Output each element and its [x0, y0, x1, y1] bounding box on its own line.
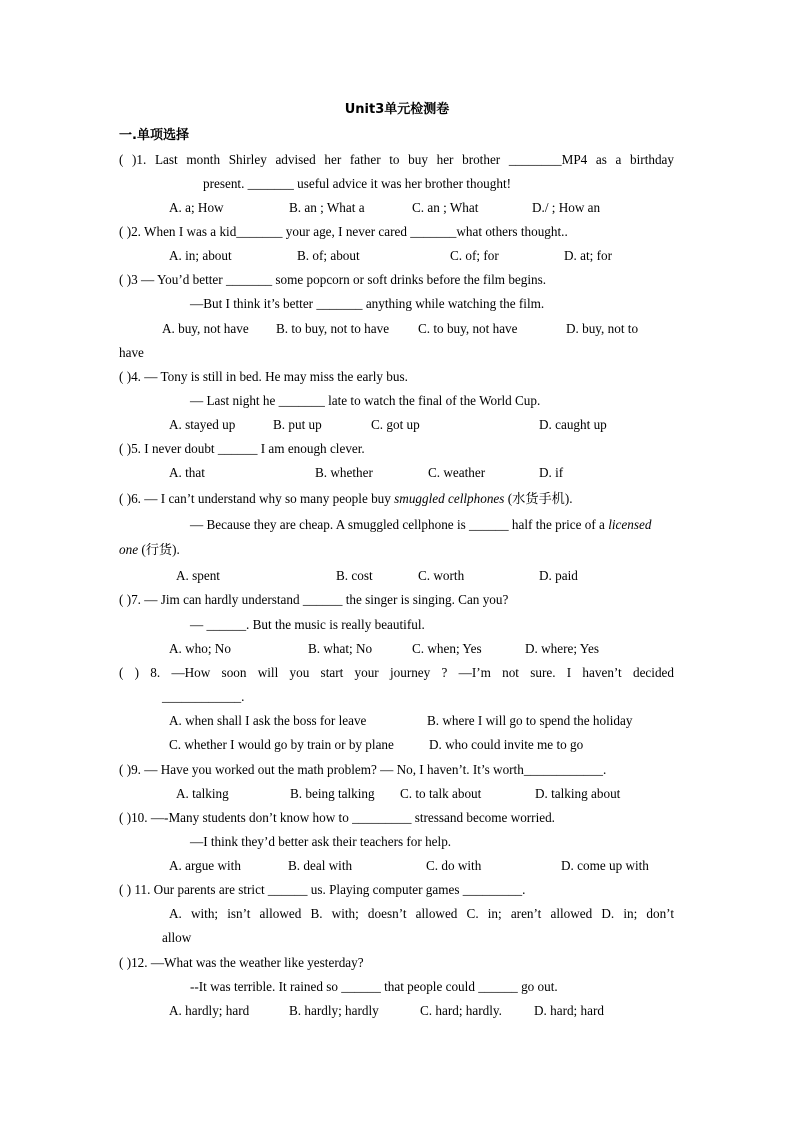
question-6-stem-cont	[190, 517, 651, 533]
question-7-option-b: B. what; No	[308, 641, 373, 656]
question-4-stem-cont: — Last night he _______ late to watch the final of the World Cup.	[190, 393, 541, 408]
question-1-stem-cont: present. _______ useful advice it was her brother thought!	[203, 176, 511, 191]
question-1-option-c: C. an ; What	[412, 200, 479, 215]
question-3-option-d: D. buy, not to	[566, 321, 639, 336]
question-7-option-a: A. who; No	[169, 641, 231, 656]
question-2-option-c: C. of; for	[450, 248, 499, 263]
question-7-stem: ( )7. — Jim can hardly understand ______ the singer is singing. Can you?	[119, 592, 509, 607]
question-12-option-b: B. hardly; hardly	[289, 1003, 379, 1018]
question-12-option-a: A. hardly; hard	[169, 1003, 250, 1018]
question-2-option-d: D. at; for	[564, 248, 612, 263]
question-8-option-d: D. who could invite me to go	[429, 737, 584, 752]
question-4-option-a: A. stayed up	[169, 417, 236, 432]
question-3-stem-cont: —But I think it’s better _______ anything while watching the film.	[190, 296, 545, 311]
question-9-stem: ( )9. — Have you worked out the math problem? — No, I haven’t. It’s worth____________.	[119, 762, 607, 777]
question-8-stem-cont: ____________.	[162, 689, 245, 704]
page-title: Unit3单元检测卷	[344, 102, 450, 117]
question-9-option-b: B. being talking	[290, 786, 375, 801]
question-10-stem: ( )10. —-Many students don’t know how to _________ stressand become worried.	[119, 810, 555, 825]
question-6-option-c: C. worth	[418, 568, 465, 583]
question-12-option-c: C. hard; hardly.	[420, 1003, 502, 1018]
question-5-option-b: B. whether	[315, 465, 373, 480]
question-3-option-c: C. to buy, not have	[418, 321, 518, 336]
question-1-option-a: A. a; How	[169, 200, 224, 215]
question-5-option-d: D. if	[539, 465, 564, 480]
question-2-stem: ( )2. When I was a kid_______ your age, I never cared _______what others thought..	[119, 224, 568, 239]
question-6-stem3-text: (行货).	[138, 542, 180, 557]
question-10-option-d: D. come up with	[561, 858, 649, 873]
question-5-stem: ( )5. I never doubt ______ I am enough clever.	[119, 441, 365, 456]
question-7-option-d: D. where; Yes	[525, 641, 599, 656]
question-8-option-a: A. when shall I ask the boss for leave	[169, 713, 367, 728]
question-6-stem-text: ( )6. — I can’t understand why so many people buy	[119, 491, 395, 506]
question-10-stem-cont: —I think they’d better ask their teachers for help.	[190, 834, 452, 849]
question-5-option-a: A. that	[169, 465, 205, 480]
question-4-option-c: C. got up	[371, 417, 420, 432]
question-3-option-d-cont: have	[119, 345, 144, 360]
question-6-option-b: B. cost	[336, 568, 373, 583]
question-6-stem-italic: smuggled cellphones	[394, 491, 505, 506]
question-9-option-c: C. to talk about	[400, 786, 482, 801]
question-9-option-a: A. talking	[176, 786, 229, 801]
question-8-stem: ( ) 8. —How soon will you start your journey ? —I’m not sure. I haven’t decided	[119, 665, 674, 680]
question-12-stem-cont: --It was terrible. It rained so ______ that people could ______ go out.	[190, 979, 558, 994]
question-6-stem-end: (水货手机).	[504, 491, 573, 506]
question-11-options: A. with; isn’t allowed B. with; doesn’t allowed C. in; aren’t allowed D. in; don’t	[169, 906, 674, 921]
question-6-stem3-italic: one	[119, 542, 139, 557]
question-6-option-a: A. spent	[176, 568, 220, 583]
question-12-option-d: D. hard; hard	[534, 1003, 604, 1018]
question-2-option-b: B. of; about	[297, 248, 360, 263]
question-8-option-b: B. where I will go to spend the holiday	[427, 713, 633, 728]
question-6-stem	[119, 491, 573, 507]
question-1-option-b: B. an ; What a	[289, 200, 365, 215]
question-10-option-b: B. deal with	[288, 858, 353, 873]
question-10-option-c: C. do with	[426, 858, 482, 873]
question-3-option-a: A. buy, not have	[162, 321, 249, 336]
question-5-option-c: C. weather	[428, 465, 486, 480]
question-6-stem-cont2	[119, 542, 180, 558]
question-2-option-a: A. in; about	[169, 248, 232, 263]
question-10-option-a: A. argue with	[169, 858, 241, 873]
section-heading: 一.单项选择	[119, 128, 189, 143]
question-4-stem: ( )4. — Tony is still in bed. He may miss the early bus.	[119, 369, 408, 384]
question-1-option-d: D./ ; How an	[532, 200, 601, 215]
question-4-option-b: B. put up	[273, 417, 322, 432]
question-12-stem: ( )12. —What was the weather like yesterday?	[119, 955, 364, 970]
question-6-stem2-italic: licensed	[608, 517, 652, 532]
question-3-option-b: B. to buy, not to have	[276, 321, 390, 336]
question-3-stem: ( )3 — You’d better _______ some popcorn or soft drinks before the film begins.	[119, 272, 547, 287]
question-11-stem: ( ) 11. Our parents are strict ______ us. Playing computer games _________.	[119, 882, 526, 897]
question-1-stem: ( )1. Last month Shirley advised her father to buy her brother ________MP4 as a birthday	[119, 152, 674, 167]
question-7-option-c: C. when; Yes	[412, 641, 482, 656]
question-4-option-d: D. caught up	[539, 417, 607, 432]
question-9-option-d: D. talking about	[535, 786, 621, 801]
question-6-option-d: D. paid	[539, 568, 578, 583]
question-11-options-cont: allow	[162, 930, 192, 945]
question-6-stem2-text: — Because they are cheap. A smuggled cellphone is ______ half the price of a	[190, 517, 609, 532]
question-7-stem-cont: — ______. But the music is really beautiful.	[190, 617, 425, 632]
question-8-option-c: C. whether I would go by train or by plane	[169, 737, 394, 752]
